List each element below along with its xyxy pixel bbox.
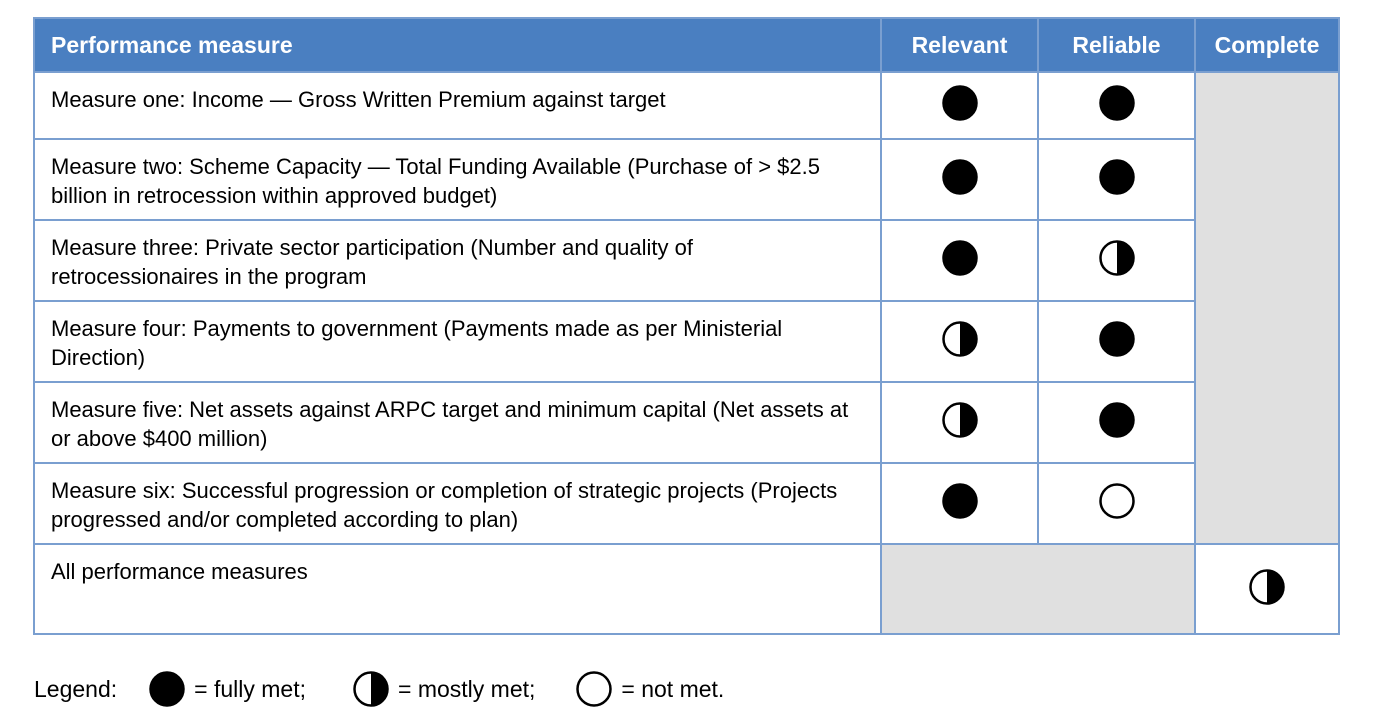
table-row <box>34 220 1339 301</box>
complete-cell-empty <box>1195 72 1339 544</box>
reliable-cell <box>1038 382 1195 463</box>
measure-label: Measure six: Successful progression or completion of strategic projects (Projects progressed and/or completed according to plan) <box>34 463 881 544</box>
legend <box>34 664 724 714</box>
header-row <box>34 18 1339 72</box>
half-circle-icon <box>1099 240 1135 276</box>
table-row <box>34 463 1339 544</box>
relevant-cell <box>881 139 1038 220</box>
filled-circle-icon <box>942 85 978 121</box>
legend-item-full <box>149 671 306 707</box>
relevant-cell <box>881 463 1038 544</box>
reliable-cell <box>1038 301 1195 382</box>
relevant-cell <box>881 72 1038 139</box>
filled-circle-icon <box>942 240 978 276</box>
relevant-cell <box>881 220 1038 301</box>
header-complete: Complete <box>1195 18 1339 72</box>
filled-circle-icon <box>1099 159 1135 195</box>
reliable-cell <box>1038 463 1195 544</box>
summary-label: All performance measures <box>34 544 881 634</box>
half-circle-icon <box>942 402 978 438</box>
filled-circle-icon <box>942 159 978 195</box>
legend-prefix: Legend: <box>34 675 118 702</box>
legend-label-empty: = not met. <box>621 675 725 702</box>
measure-label: Measure two: Scheme Capacity — Total Funding Available (Purchase of > $2.5 billion in retrocession within approved budget) <box>34 139 881 220</box>
half-circle-icon <box>942 321 978 357</box>
table-row <box>34 301 1339 382</box>
legend-item-empty <box>576 671 724 707</box>
measure-label: Measure three: Private sector participation (Number and quality of retrocessionaires in the program <box>34 220 881 301</box>
header-reliable: Reliable <box>1038 18 1195 72</box>
filled-circle-icon <box>149 671 185 707</box>
filled-circle-icon <box>1099 321 1135 357</box>
table-row <box>34 139 1339 220</box>
measure-label: Measure four: Payments to government (Payments made as per Ministerial Direction) <box>34 301 881 382</box>
relevant-cell <box>881 301 1038 382</box>
summary-empty-cell <box>881 544 1195 634</box>
half-circle-icon <box>1249 569 1285 605</box>
legend-item-half <box>353 671 535 707</box>
filled-circle-icon <box>1099 85 1135 121</box>
header-performance-measure: Performance measure <box>34 18 881 72</box>
empty-circle-icon <box>1099 483 1135 519</box>
filled-circle-icon <box>942 483 978 519</box>
performance-table <box>33 17 1340 635</box>
measure-label: Measure five: Net assets against ARPC target and minimum capital (Net assets at or above $400 million) <box>34 382 881 463</box>
header-relevant: Relevant <box>881 18 1038 72</box>
reliable-cell <box>1038 139 1195 220</box>
summary-row <box>34 544 1339 634</box>
complete-cell <box>1195 544 1339 634</box>
measure-label: Measure one: Income — Gross Written Premium against target <box>34 72 881 139</box>
filled-circle-icon <box>1099 402 1135 438</box>
reliable-cell <box>1038 72 1195 139</box>
table-row <box>34 72 1339 139</box>
table-row <box>34 382 1339 463</box>
reliable-cell <box>1038 220 1195 301</box>
legend-label-full: = fully met; <box>194 675 306 702</box>
relevant-cell <box>881 382 1038 463</box>
half-circle-icon <box>353 671 389 707</box>
empty-circle-icon <box>576 671 612 707</box>
legend-label-half: = mostly met; <box>398 675 536 702</box>
